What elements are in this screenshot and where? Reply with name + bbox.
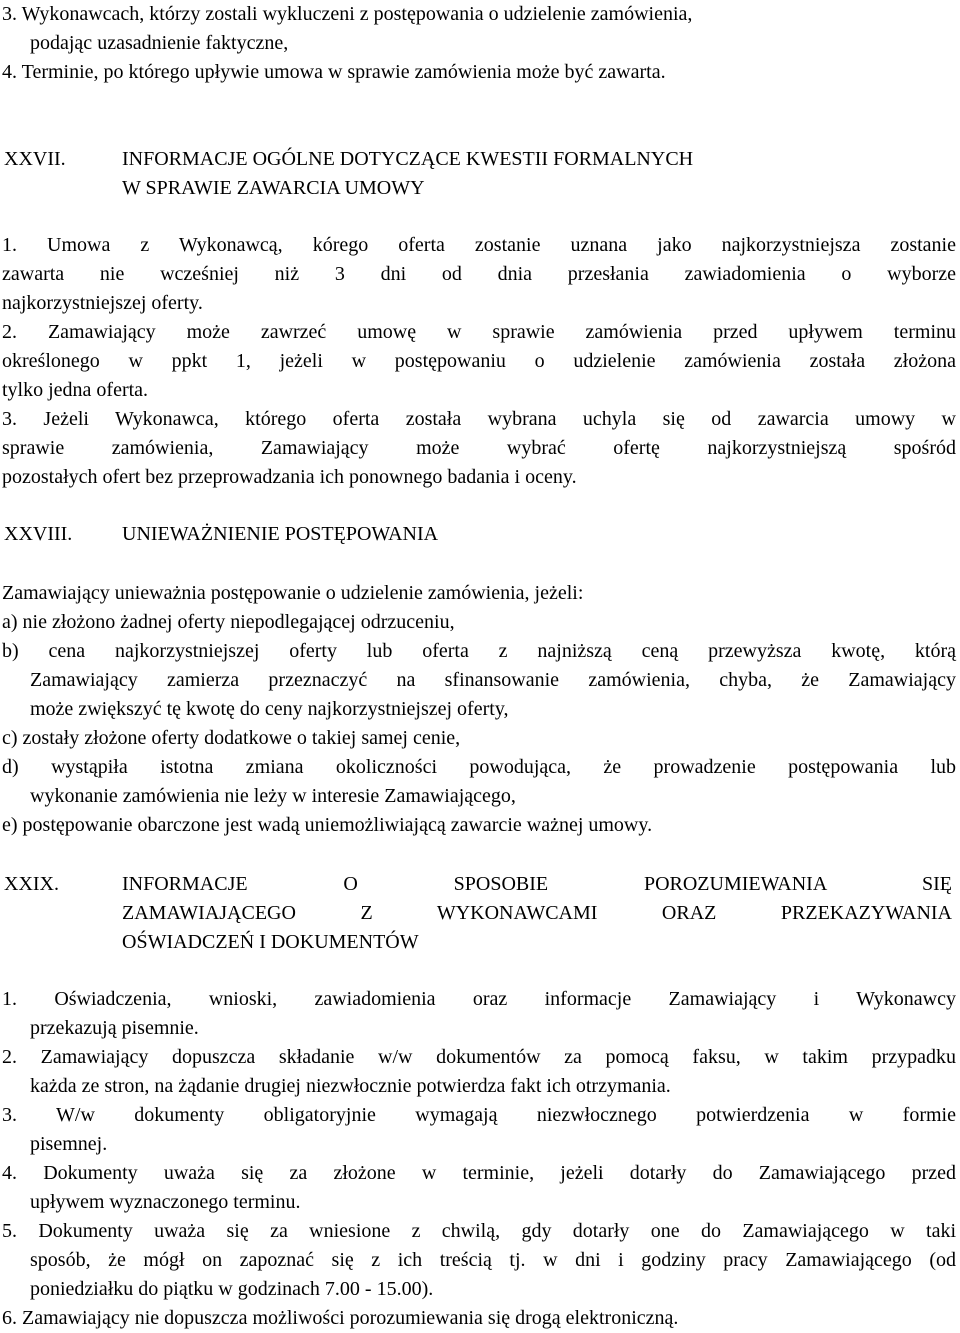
item-text: zostały złożone oferty dodatkowe o takiej samej cenie, (22, 727, 461, 749)
paragraph-1-line-2: zawarta nie wcześniej niż 3 dni od dnia przesłania zawiadomienia o wyborze (2, 263, 956, 285)
paragraph-1-line-3: najkorzystniejszej oferty. (2, 292, 203, 314)
item-text: Zamawiający może zawrzeć umowę w sprawie zamówienia przed upływem terminu (47, 321, 956, 343)
paragraph-4-line-2: upływem wyznaczonego terminu. (30, 1191, 301, 1213)
paragraph-3-line-3: pozostałych ofert bez przeprowadzania ich ponownego badania i oceny. (2, 466, 577, 488)
item-text: Zamawiający dopuszcza składanie w/w dokumentów za pomocą faksu, w takim przypadku (40, 1046, 957, 1068)
item-number: 2. (2, 1046, 17, 1068)
item-text: Zamawiający nie dopuszcza możliwości porozumiewania się drogą elektroniczną. (22, 1307, 679, 1329)
list-item-3-cont: podając uzasadnienie faktyczne, (30, 32, 289, 54)
paragraph-1-line-1 (2, 985, 956, 1014)
section-heading-xxvii (2, 145, 956, 174)
item-letter: b) (2, 640, 19, 662)
list-item-b-line-2: Zamawiający zamierza przeznaczyć na sfinansowanie zamówienia, chyba, że Zamawiający (30, 669, 956, 691)
list-item-d-line-2: wykonanie zamówienia nie leży w interesie Zamawiającego, (30, 785, 516, 807)
list-item-b-line-1 (2, 637, 956, 666)
section-title-line-1: INFORMACJE O SPOSOBIE POROZUMIEWANIA SIĘ (122, 873, 952, 895)
section-number: XXVII. (4, 148, 66, 170)
item-number: 4. (2, 1162, 17, 1184)
paragraph-1-line-1 (2, 231, 956, 260)
item-letter: e) (2, 814, 18, 836)
list-item-4 (2, 58, 956, 87)
paragraph-2-line-2: każda ze stron, na żądanie drugiej niezwłocznie potwierdza fakt ich otrzymania. (30, 1075, 671, 1097)
item-letter: c) (2, 727, 18, 749)
section-heading-xxvii-cont (2, 174, 956, 203)
item-text: Dokumenty uważa się za złożone w terminie, jeżeli dotarły do Zamawiającego przed (43, 1162, 957, 1184)
list-item-e (2, 811, 956, 840)
item-text: W/w dokumenty obligatoryjnie wymagają niezwłocznego potwierdzenia w formie (56, 1104, 956, 1126)
paragraph-4-line-1 (2, 1159, 956, 1188)
paragraph-3-line-2: pisemnej. (30, 1133, 108, 1155)
list-item-3 (2, 0, 956, 29)
item-number: 1. (2, 988, 17, 1010)
item-text: nie złożono żadnej oferty niepodlegającej odrzuceniu, (22, 611, 455, 633)
paragraph-5-line-3: poniedziałku do piątku w godzinach 7.00 - 15.00). (30, 1278, 434, 1300)
section-title: UNIEWAŻNIENIE POSTĘPOWANIA (122, 523, 439, 545)
section-heading-xxix-cont-2 (2, 928, 956, 957)
paragraph-3-line-2: sprawie zamówienia, Zamawiający może wybrać ofertę najkorzystniejszą spośród (2, 437, 956, 459)
paragraph-6 (2, 1304, 956, 1333)
section-number: XXIX. (4, 873, 59, 895)
item-number: 5. (2, 1220, 17, 1242)
paragraph-5-line-1 (2, 1217, 956, 1246)
item-number: 3. (2, 408, 17, 430)
item-text: Wykonawcach, którzy zostali wykluczeni z postępowania o udzielenie zamówienia, (21, 3, 693, 25)
list-item-c (2, 724, 956, 753)
item-number: 3. (2, 3, 17, 25)
section-title-line-2: W SPRAWIE ZAWARCIA UMOWY (122, 177, 425, 199)
list-item-a (2, 608, 956, 637)
paragraph-2-line-1 (2, 318, 956, 347)
item-text: Terminie, po którego upływie umowa w sprawie zamówienia może być zawarta. (21, 61, 666, 83)
section-heading-xxix (2, 870, 956, 899)
item-number: 1. (2, 234, 17, 256)
paragraph-3-line-1 (2, 405, 956, 434)
paragraph-1-line-2: przekazują pisemnie. (30, 1017, 199, 1039)
item-text: Umowa z Wykonawcą, kórego oferta zostanie uznana jako najkorzystniejsza zostanie (47, 234, 956, 256)
section-heading-xxviii (2, 520, 956, 549)
item-number: 6. (2, 1307, 17, 1329)
paragraph-2-line-3: tylko jedna oferta. (2, 379, 149, 401)
section-intro: Zamawiający unieważnia postępowanie o udzielenie zamówienia, jeżeli: (2, 582, 584, 604)
item-text: Dokumenty uważa się za wniesione z chwilą, gdy dotarły one do Zamawiającego w taki (38, 1220, 957, 1242)
item-number: 4. (2, 61, 17, 83)
item-text: cena najkorzystniejszej oferty lub oferta z najniższą ceną przewyższa kwotę, którą (48, 640, 957, 662)
item-text: Jeżeli Wykonawca, którego oferta została wybrana uchyla się od zawarcia umowy w (43, 408, 957, 430)
paragraph-2-line-1 (2, 1043, 956, 1072)
item-letter: d) (2, 756, 19, 778)
section-title-line-3: OŚWIADCZEŃ I DOKUMENTÓW (122, 931, 419, 953)
list-item-d-line-1 (2, 753, 956, 782)
item-text: wystąpiła istotna zmiana okoliczności powodująca, że prowadzenie postępowania lub (51, 756, 957, 778)
item-number: 2. (2, 321, 17, 343)
section-title-line-1: INFORMACJE OGÓLNE DOTYCZĄCE KWESTII FORMALNYCH (122, 148, 694, 170)
item-letter: a) (2, 611, 18, 633)
paragraph-2-line-2: określonego w ppkt 1, jeżeli w postępowaniu o udzielenie zamówienia została złożona (2, 350, 956, 372)
section-title-line-2: ZAMAWIAJĄCEGO Z WYKONAWCAMI ORAZ PRZEKAZYWANIA (122, 902, 952, 924)
section-heading-xxix-cont-1 (2, 899, 956, 928)
list-item-b-line-3: może zwiększyć tę kwotę do ceny najkorzystniejszej oferty, (30, 698, 509, 720)
item-text: postępowanie obarczone jest wadą uniemożliwiającą zawarcie ważnej umowy. (22, 814, 653, 836)
item-text: Oświadczenia, wnioski, zawiadomienia oraz informacje Zamawiający i Wykonawcy (54, 988, 956, 1010)
section-number: XXVIII. (4, 523, 73, 545)
item-number: 3. (2, 1104, 17, 1126)
paragraph-3-line-1 (2, 1101, 956, 1130)
paragraph-5-line-2: sposób, że mógł on zapoznać się z ich treścią tj. w dni i godziny pracy Zamawiającego (od (30, 1249, 956, 1271)
